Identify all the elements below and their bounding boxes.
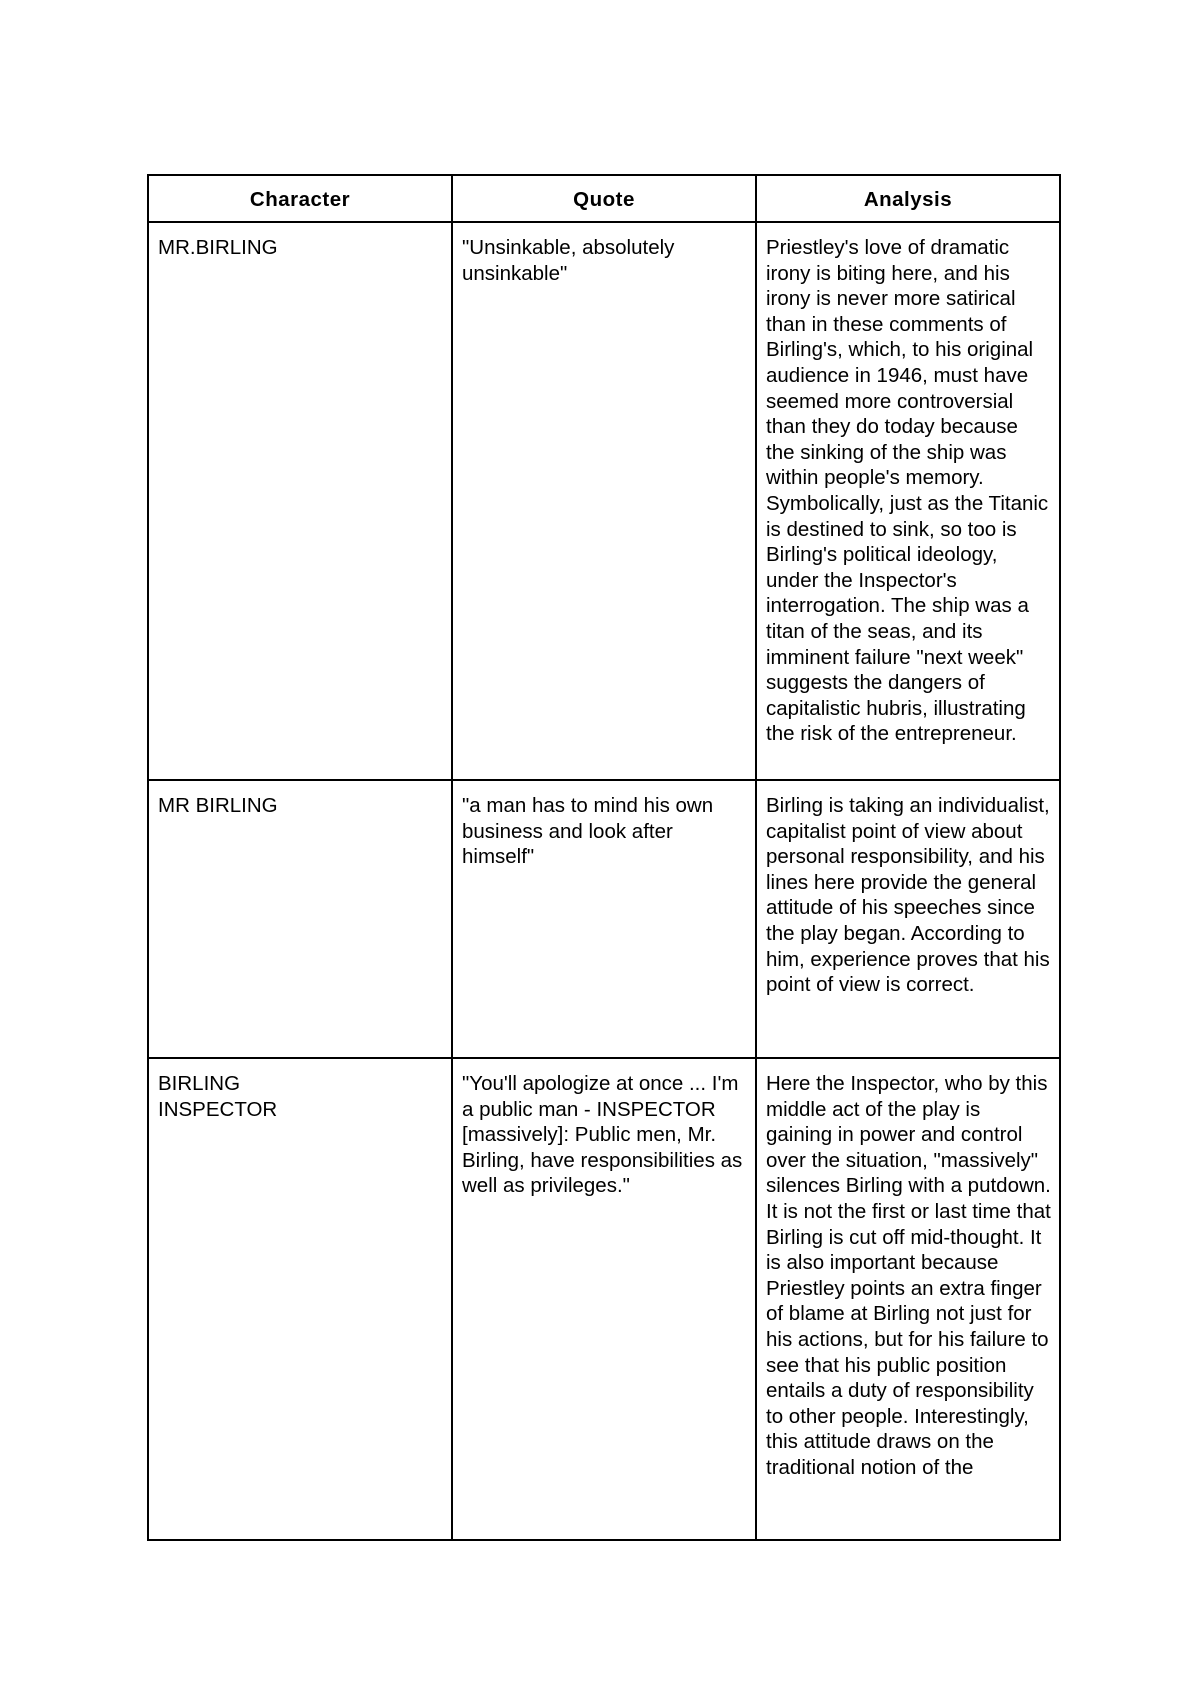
quote-text: "You'll apologize at once ... I'm a public man - INSPECTOR [massively]: Public men, Mr. Birling, have responsibilities as well as privileges." (462, 1072, 743, 1198)
quote-text: "a man has to mind his own business and look after himself" (462, 794, 714, 869)
analysis-text: Here the Inspector, who by this middle act of the play is gaining in power and control over the situation, "massively" silences Birling with a putdown. It is not the first or last time that Birling is cut off mid-thought. It is also important because Priestley points an extra finger of blame at Birling not just for his actions, but for his failure to see that his public position entails a duty of responsibility to other people. Interestingly, this attitude draws on the traditional notion of the (766, 1072, 1051, 1479)
table-row (148, 1058, 1060, 1540)
character-cell (148, 1058, 452, 1540)
quote-cell (452, 1058, 756, 1540)
character-cell (148, 222, 452, 780)
header-analysis: Analysis (756, 175, 1060, 222)
quote-cell (452, 222, 756, 780)
table-row (148, 222, 1060, 780)
table-row (148, 780, 1060, 1058)
character-cell (148, 780, 452, 1058)
quote-cell (452, 780, 756, 1058)
character-text: MR BIRLING (158, 794, 278, 817)
character-text: BIRLING INSPECTOR (158, 1072, 278, 1121)
header-character: Character (148, 175, 452, 222)
table-header-row (148, 175, 1060, 222)
character-quote-analysis-table (147, 174, 1061, 1541)
quote-text: "Unsinkable, absolutely unsinkable" (462, 236, 675, 285)
analysis-cell (756, 222, 1060, 780)
analysis-cell (756, 780, 1060, 1058)
analysis-cell (756, 1058, 1060, 1540)
analysis-text: Priestley's love of dramatic irony is biting here, and his irony is never more satirical than in these comments of Birling's, which, to his original audience in 1946, must have seemed more controversial than they do today because the sinking of the ship was within people's memory. Symbolically, just as the Titanic is destined to sink, so too is Birling's political ideology, under the Inspector's interrogation. The ship was a titan of the seas, and its imminent failure "next week" suggests the dangers of capitalistic hubris, illustrating the risk of the entrepreneur. (766, 236, 1049, 746)
character-text: MR.BIRLING (158, 236, 278, 259)
header-quote: Quote (452, 175, 756, 222)
analysis-text: Birling is taking an individualist, capitalist point of view about personal responsibility, and his lines here provide the general attitude of his speeches since the play began. According to him, experience proves that his point of view is correct. (766, 794, 1050, 997)
